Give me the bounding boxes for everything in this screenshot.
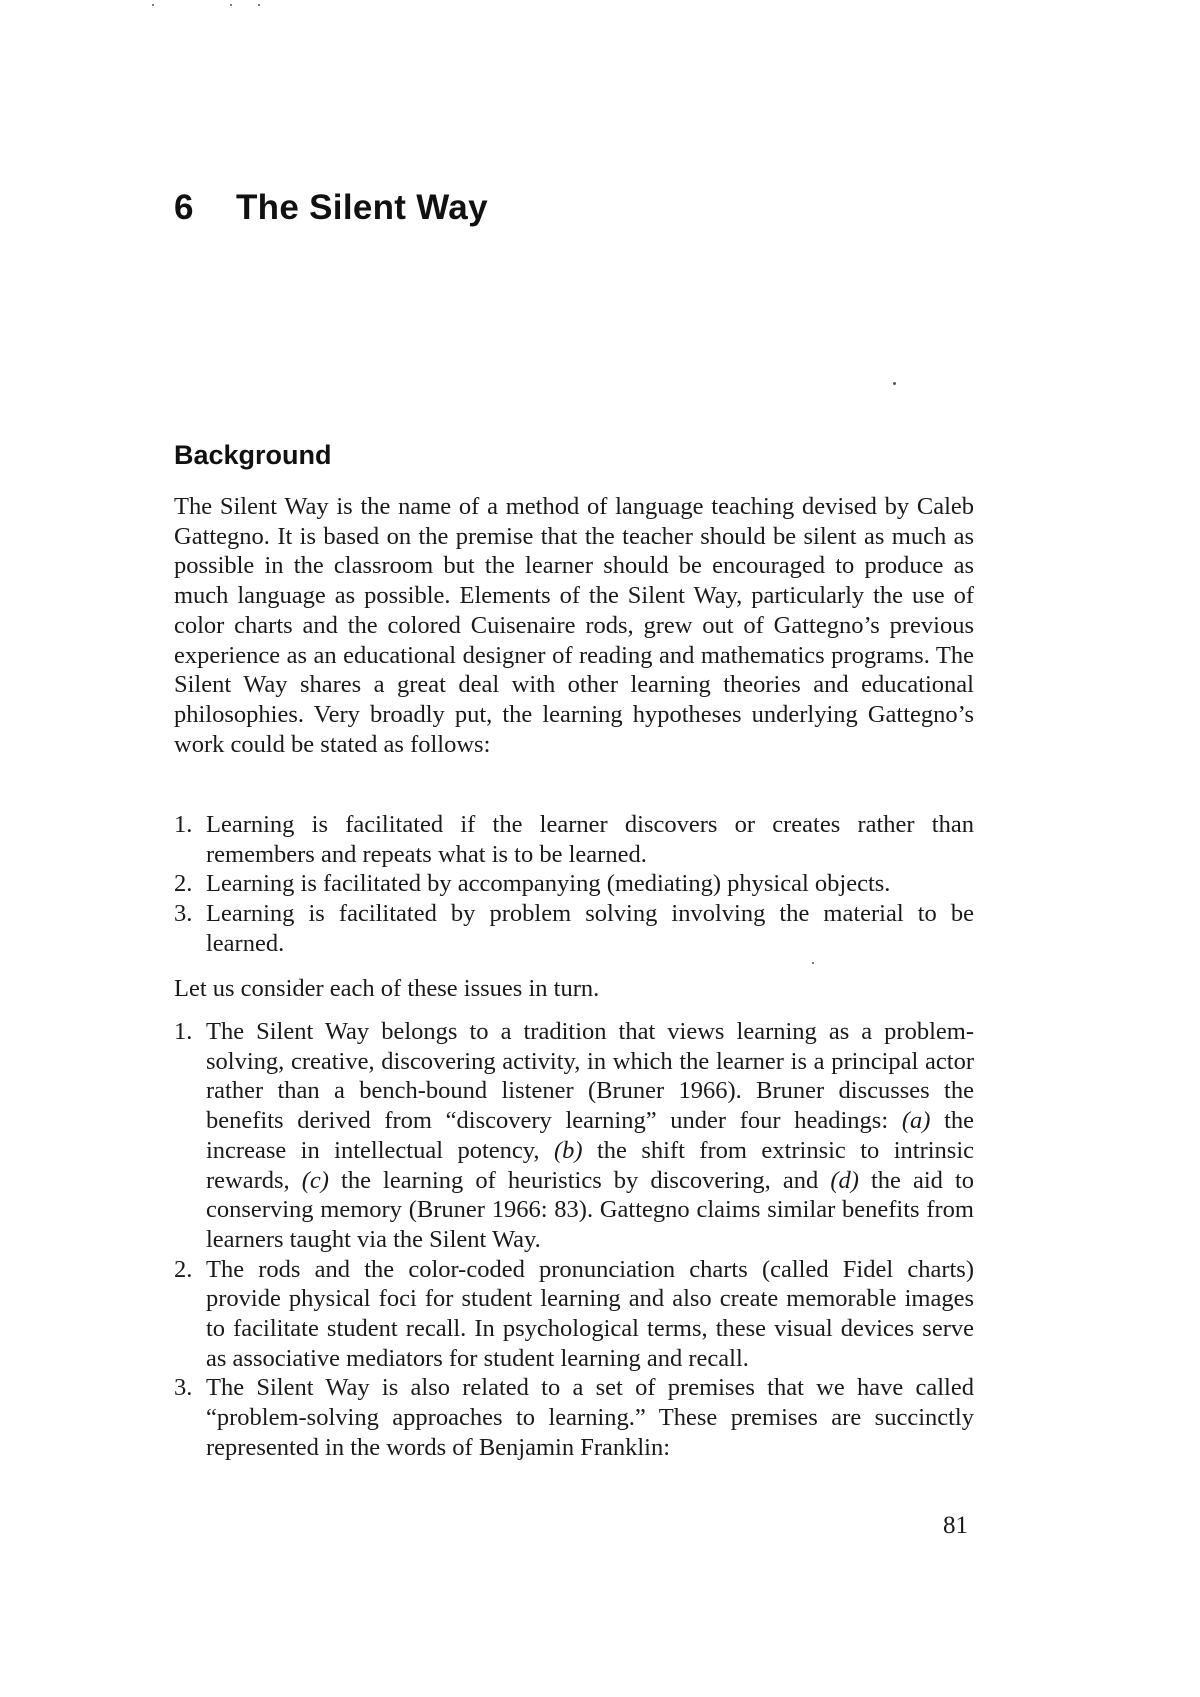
list-number: 1. bbox=[174, 1018, 193, 1045]
heading-marker-b: (b) bbox=[553, 1136, 583, 1164]
text-run: the aid to conserving memory (Bruner 1966: 83). Gattegno claims similar benefits from learners taught via the Silent Way. bbox=[206, 1166, 975, 1253]
chapter-number: 6 bbox=[174, 188, 194, 227]
text-run: The Silent Way belongs to a tradition that views learning as a problem-solving, creative, discovering activity, in which the learner is a principal actor rather than a bench-bound listener (Bruner 1966). Bruner discusses the benefits derived from “discovery learning” under four headings: bbox=[206, 1018, 974, 1135]
intro-paragraph: The Silent Way is the name of a method of language teaching devised by Caleb Gattegno. It is based on the premise that the teacher should be silent as much as possible in the classroom but the learner should be encouraged to produce as much language as possible. Elements of the Silent Way, particularly the use of color charts and the colored Cuisenaire rods, grew out of Gattegno’s previous experience as an educational designer of reading and mathematics programs. The Silent Way shares a great deal with other learning theories and educational philosophies. Very broadly put, the learning hypotheses underlying Gattegno’s work could be stated as follows: bbox=[174, 493, 974, 758]
section-heading: Background bbox=[174, 440, 332, 470]
scan-speck bbox=[812, 962, 814, 964]
scan-speck bbox=[152, 4, 154, 6]
list-item-text: Learning is facilitated if the learner discovers or creates rather than remembers and repeats what is to be learned. bbox=[206, 811, 974, 868]
list-item-text bbox=[206, 1018, 974, 1253]
list-item-text: Learning is facilitated by problem solving involving the material to be learned. bbox=[206, 900, 974, 957]
page-number: 81 bbox=[943, 1512, 968, 1539]
transition-sentence: Let us consider each of these issues in turn. bbox=[174, 975, 600, 1002]
list-item bbox=[174, 1255, 974, 1374]
chapter-title bbox=[174, 188, 488, 228]
list-number: 3. bbox=[174, 900, 193, 928]
list-item-text: Learning is facilitated by accompanying (mediating) physical objects. bbox=[206, 870, 891, 898]
list-item bbox=[174, 1373, 974, 1462]
scan-speck bbox=[893, 382, 896, 385]
scan-speck bbox=[258, 4, 260, 6]
list-item bbox=[174, 899, 974, 958]
scan-speck bbox=[230, 4, 232, 6]
heading-marker-a: (a) bbox=[901, 1107, 931, 1135]
text-run: the shift from extrinsic to intrinsic rewards, bbox=[206, 1136, 975, 1194]
list-number: 2. bbox=[174, 870, 193, 898]
list-item-text: The rods and the color-coded pronunciation charts (called Fidel charts) provide physical foci for student learning and also create memorable images to facilitate student recall. In psychological terms, these visual devices serve as associative mediators for student learning and recall. bbox=[206, 1255, 974, 1372]
text-run: the learning of heuristics by discovering, and bbox=[328, 1166, 831, 1194]
list-item bbox=[174, 869, 974, 899]
heading-marker-d: (d) bbox=[830, 1166, 859, 1194]
issues-list bbox=[174, 1017, 974, 1463]
list-item bbox=[174, 1017, 974, 1255]
list-item-text: The Silent Way is also related to a set of premises that we have called “problem-solving approaches to learning.” These premises are succinctly represented in the words of Benjamin Franklin: bbox=[206, 1374, 974, 1461]
heading-marker-c: (c) bbox=[301, 1166, 329, 1194]
list-number: 1. bbox=[174, 811, 193, 838]
list-number: 2. bbox=[174, 1255, 193, 1283]
text-run: the increase in intellectual potency, bbox=[206, 1107, 974, 1164]
hypotheses-list bbox=[174, 810, 974, 959]
list-item bbox=[174, 810, 974, 869]
list-number: 3. bbox=[174, 1374, 193, 1402]
chapter-title-text: The Silent Way bbox=[236, 188, 488, 227]
